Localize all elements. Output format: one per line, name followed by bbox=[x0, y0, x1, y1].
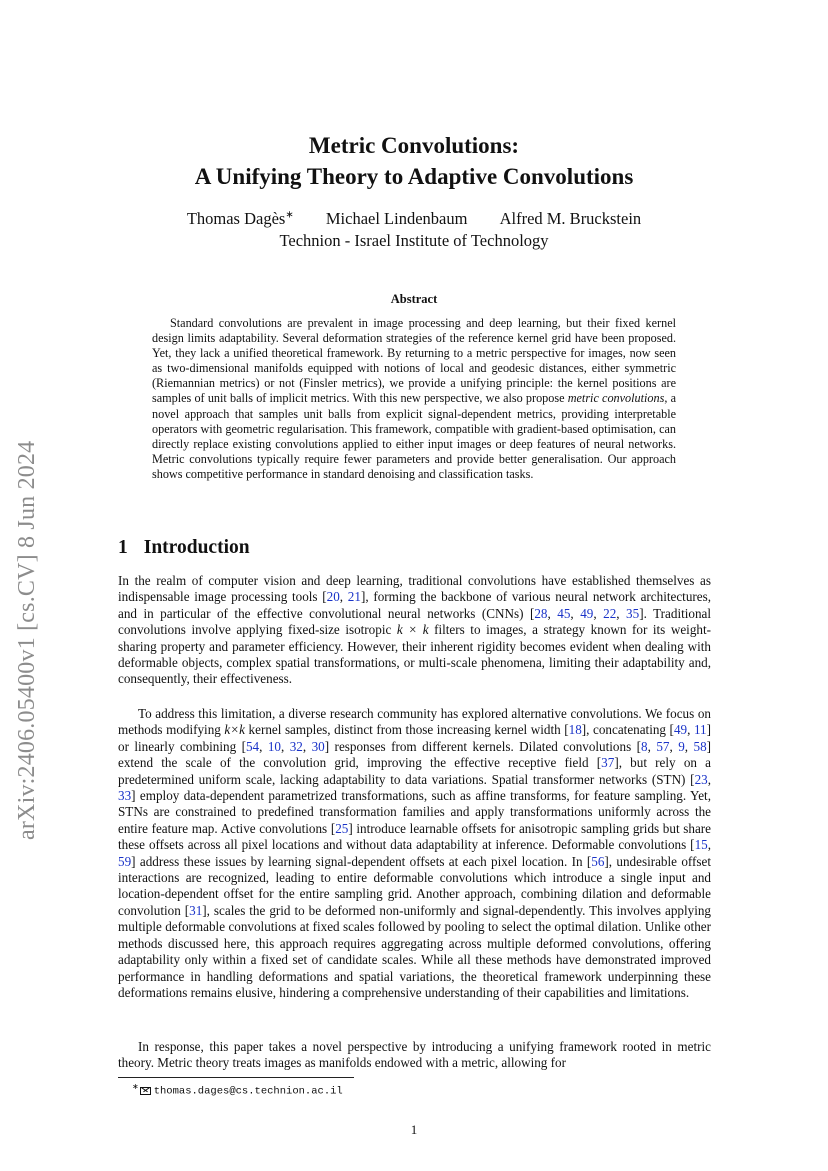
citation-link[interactable]: 18 bbox=[568, 722, 582, 738]
citation-link[interactable]: 56 bbox=[591, 853, 605, 869]
footnote bbox=[132, 1082, 343, 1098]
author-footnote-mark: ∗ bbox=[285, 209, 294, 220]
text-run: , bbox=[707, 837, 711, 853]
affiliation: Technion - Israel Institute of Technology bbox=[279, 230, 549, 250]
text-run: , bbox=[616, 605, 627, 621]
citation-link[interactable]: 21 bbox=[347, 589, 361, 605]
citation-link[interactable]: 58 bbox=[693, 738, 707, 754]
section-title: Introduction bbox=[143, 537, 250, 558]
text-run: ] introduce learnable offsets for anisotropic sampling grids but share these offsets across all pixel locations and without data adaptability at inference. Deformable convolutions [ bbox=[118, 820, 711, 853]
title-line-2: A Unifying Theory to Adaptive Convolutions bbox=[194, 164, 634, 189]
text-run: , bbox=[707, 771, 711, 787]
mail-icon bbox=[140, 1087, 151, 1095]
citation-link[interactable]: 11 bbox=[693, 722, 707, 738]
citation-link[interactable]: 45 bbox=[557, 605, 571, 621]
title-line-1: Metric Convolutions: bbox=[308, 133, 520, 158]
citation-link[interactable]: 31 bbox=[189, 902, 203, 918]
author-2: Michael Lindenbaum bbox=[325, 208, 468, 228]
text-run: ] or linearly combining [ bbox=[118, 722, 711, 754]
text-run: To address this limitation, a diverse research community has explored alternative convolutions. We focus on methods modifying bbox=[118, 706, 711, 738]
abstract-emphasis: metric convolutions bbox=[567, 391, 665, 406]
citation-link[interactable]: 33 bbox=[118, 788, 132, 804]
text-run: ], scales the grid to be deformed non-uniformly and signal-dependently. This involves applying multiple deformable convolutions at fixed scales followed by pooling to select the optimal dilation. Unlike other methods discussed here, this approach requires aggregating across multiple deformed convolutions, offering adaptability only within a fixed set of candidate scales. While all these methods have demonstrated improved performance in handling deformations and spatial variations, the theoretical framework underpinning these deformations remains elusive, hindering a comprehensive understanding of their capabilities and limitations. bbox=[118, 902, 711, 1000]
citation-link[interactable]: 9 bbox=[678, 738, 685, 754]
text-run: ], but rely on a predetermined uniform scale, lacking adaptability to data variations. Spatial transformer networks (STN) [ bbox=[118, 755, 711, 787]
citation-link[interactable]: 10 bbox=[267, 738, 281, 754]
section-number: 1 bbox=[118, 537, 128, 558]
math-expression: k×k bbox=[224, 722, 245, 738]
text-run: ] extend the scale of the convolution grid, improving the effective receptive field [ bbox=[118, 738, 712, 771]
citation-link[interactable]: 8 bbox=[641, 738, 648, 754]
text-run: ] employ data-dependent parametrized transformations, such as affine transforms, for feature sampling. Yet, STNs are constrained to predefined transformation families and apply transformations uniformly across the entire feature map. Active convolutions [ bbox=[118, 788, 711, 836]
citation-link[interactable]: 20 bbox=[326, 589, 340, 605]
citation-link[interactable]: 35 bbox=[626, 605, 640, 621]
section-heading bbox=[118, 537, 250, 559]
citation-link[interactable]: 28 bbox=[534, 605, 548, 621]
citation-link[interactable]: 37 bbox=[601, 755, 615, 771]
paper-title bbox=[0, 130, 828, 192]
abstract-body: Standard convolutions are prevalent in image processing and deep learning, but their fixed kernel design limits adaptability. Several deformation strategies of the reference kernel grid have been proposed. Yet, they lack a unified theoretical framework. By returning to a metric perspective for images, now seen as two-dimensional manifolds equipped with notions of local and geodesic distances, either symmetric (Riemannian metrics) or not (Finsler metrics), we provide a unifying principle: the kernel positions are samples of unit balls of implicit metrics. With this new perspective, we also propose metric convolutions, a novel approach that samples unit balls from explicit signal-dependent metrics, providing interpretable operators with geometric regularisation. This framework, compatible with gradient-based optimisation, can directly replace existing convolutions applied to either input images or deep features of neural networks. Metric convolutions typically require fewer parameters and provide better generalisation. Our approach shows competitive performance in standard denoising and classification tasks. bbox=[152, 316, 676, 481]
text-run: , bbox=[570, 605, 581, 621]
footnote-rule bbox=[118, 1077, 354, 1078]
text-run: , bbox=[281, 738, 290, 754]
text-run: ], forming the backbone of various neural network architectures, and in particular of the effective convolutional neural networks (CNNs) [ bbox=[118, 589, 711, 621]
text-run: ], undesirable offset interactions are recognized, leading to entire deformable convolutions which introduce a single input and location-dependent offset for the entire sampling grid. Another approach, combining dilation and deformable convolution [ bbox=[118, 853, 711, 918]
text-run: ] responses from different kernels. Dilated convolutions [ bbox=[324, 738, 641, 754]
text-run: kernel samples, distinct from those increasing kernel width [ bbox=[244, 722, 569, 738]
citation-link[interactable]: 15 bbox=[694, 837, 708, 853]
text-run: ], concatenating [ bbox=[581, 722, 674, 738]
text-run: , bbox=[647, 738, 657, 754]
abstract-heading: Abstract bbox=[390, 292, 438, 306]
text-run: filters to images, a strategy known for its weight-sharing property and parameter efficiency. However, their inherent rigidity becomes evident when dealing with deformable objects, complex spatial transformations, or multi-scale phenomena, limiting their adaptability and, consequently, their effectiveness. bbox=[118, 622, 711, 687]
footnote-mark: ∗ bbox=[132, 1082, 139, 1091]
footnote-email[interactable]: thomas.dages@cs.technion.ac.il bbox=[153, 1085, 343, 1098]
text-run: , bbox=[302, 738, 312, 754]
citation-link[interactable]: 59 bbox=[118, 853, 132, 869]
citation-link[interactable]: 23 bbox=[694, 771, 708, 787]
text-run: In response, this paper takes a novel perspective by introducing a unifying framework rooted in metric theory. Metric theory treats images as manifolds endowed with a metric, allowing for bbox=[118, 1039, 711, 1071]
text-run: , bbox=[339, 589, 348, 605]
paragraph-2 bbox=[118, 706, 711, 1001]
text-run: , bbox=[593, 605, 604, 621]
text-run: , bbox=[687, 722, 694, 738]
author-block bbox=[0, 204, 828, 252]
citation-link[interactable]: 30 bbox=[311, 738, 325, 754]
paragraph-1 bbox=[118, 573, 711, 688]
citation-link[interactable]: 49 bbox=[580, 605, 594, 621]
text-run: ]. Traditional convolutions involve applying fixed-size isotropic bbox=[118, 605, 712, 638]
paragraph-3 bbox=[118, 1039, 711, 1072]
math-expression: k × k bbox=[396, 622, 429, 638]
text-run: , bbox=[259, 738, 268, 754]
arxiv-identifier: arXiv:2406.05400v1 [cs.CV] 8 Jun 2024 bbox=[14, 440, 40, 840]
page-number: 1 bbox=[410, 1122, 418, 1137]
text-run: ] address these issues by learning signal-dependent offsets at each pixel location. In [ bbox=[131, 853, 592, 869]
author-1: Thomas Dagès∗ bbox=[186, 208, 294, 228]
citation-link[interactable]: 22 bbox=[603, 605, 617, 621]
citation-link[interactable]: 25 bbox=[335, 820, 349, 836]
citation-link[interactable]: 54 bbox=[245, 738, 260, 754]
citation-link[interactable]: 32 bbox=[289, 738, 303, 754]
text-run: , bbox=[669, 738, 679, 754]
text-run: In the realm of computer vision and deep learning, traditional convolutions have established themselves as indispensable image processing tools [ bbox=[118, 573, 711, 605]
citation-link[interactable]: 57 bbox=[656, 738, 670, 754]
text-run: , bbox=[684, 738, 694, 754]
citation-link[interactable]: 49 bbox=[673, 722, 688, 738]
author-list bbox=[0, 204, 828, 230]
text-run: , bbox=[547, 605, 558, 621]
author-3: Alfred M. Bruckstein bbox=[499, 208, 642, 228]
